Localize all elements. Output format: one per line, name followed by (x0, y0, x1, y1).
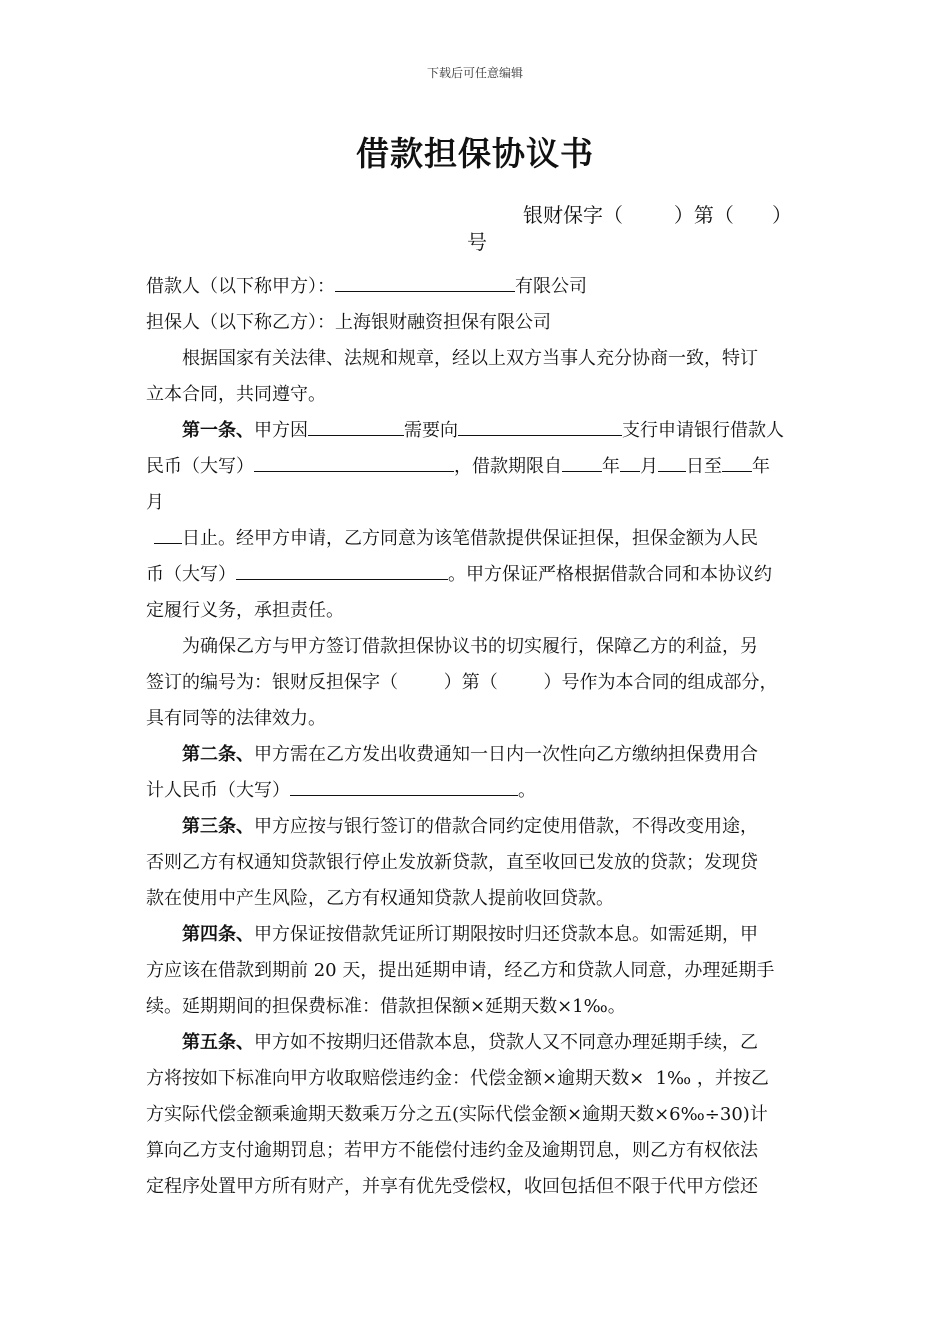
article-5-line-5: 定程序处置甲方所有财产，并享有优先受偿权，收回包括但不限于代甲方偿还 (146, 1176, 758, 1197)
party-a-suffix: 有限公司 (515, 276, 587, 297)
article-1-line-5 (146, 560, 808, 596)
text: ，借款期限自 (454, 456, 562, 477)
document-title: 借款担保协议书 (356, 134, 594, 173)
intro-line-2: 立本合同，共同遵守。 (146, 384, 326, 405)
article-5-line-1 (146, 1028, 808, 1064)
text: 甲方如不按期归还借款本息，贷款人又不同意办理延期手续，乙 (254, 1032, 758, 1053)
document-body (146, 272, 808, 1208)
text: 计人民币（大写） (146, 780, 290, 801)
text: 日至 (686, 456, 722, 477)
article-4-line-2: 方应该在借款到期前 20 天，提出延期申请，经乙方和贷款人同意，办理延期手 (146, 960, 775, 981)
text: 日止。经甲方申请，乙方同意为该笔借款提供保证担保，担保金额为人民 (182, 528, 758, 549)
party-a-blank (335, 291, 515, 292)
party-b-value: 上海银财融资担保有限公司 (335, 312, 551, 333)
blank-start-year (562, 471, 602, 472)
party-a-label: 借款人（以下称甲方）： (146, 276, 335, 297)
counter-guarantee-line-1: 为确保乙方与甲方签订借款担保协议书的切实履行，保障乙方的利益，另 (182, 636, 758, 657)
article-2-line-1 (146, 740, 808, 776)
article-5-line-2: 方将按如下标准向甲方收取赔偿违约金：代偿金额×逾期天数× 1‰ ，并按乙 (146, 1068, 769, 1089)
text: 币（大写） (146, 564, 236, 585)
article-3-line-1 (146, 812, 808, 848)
document-number-suffix: 号 (467, 230, 487, 254)
article-1-line-3: 月 (146, 492, 164, 513)
article-4-heading: 第四条、 (182, 924, 254, 945)
document-number: 银财保字（ ）第（ ） (523, 203, 793, 227)
article-1-line-2 (146, 452, 808, 488)
text: 年 (752, 456, 770, 477)
article-1-line-4 (146, 524, 808, 560)
intro-line-1: 根据国家有关法律、法规和规章，经以上双方当事人充分协商一致，特订 (182, 348, 758, 369)
article-4-line-1 (146, 920, 808, 956)
article-3-heading: 第三条、 (182, 816, 254, 837)
text: 甲方需在乙方发出收费通知一日内一次性向乙方缴纳担保费用合 (254, 744, 758, 765)
party-b-label: 担保人（以下称乙方）： (146, 312, 335, 333)
text: 民币（大写） (146, 456, 254, 477)
article-2-heading: 第二条、 (182, 744, 254, 765)
article-5-line-3: 方实际代偿金额乘逾期天数乘万分之五(实际代偿金额×逾期天数×6‰÷30)计 (146, 1104, 768, 1125)
text: 甲方应按与银行签订的借款合同约定使用借款，不得改变用途， (254, 816, 758, 837)
counter-guarantee-line-2: 签订的编号为：银财反担保字（ ）第（ ）号作为本合同的组成部分， (146, 672, 778, 693)
blank-end-year (722, 471, 752, 472)
blank-start-day (658, 471, 686, 472)
blank-guarantee-amount (236, 579, 448, 580)
blank-start-month (620, 471, 640, 472)
blank-end-day (154, 543, 182, 544)
article-5-line-4: 算向乙方支付逾期罚息；若甲方不能偿付违约金及逾期罚息，则乙方有权依法 (146, 1140, 758, 1161)
text: 需要向 (404, 420, 458, 441)
article-1-line-6: 定履行义务，承担责任。 (146, 600, 344, 621)
header-note: 下载后可任意编辑 (426, 66, 523, 80)
article-3-line-2: 否则乙方有权通知贷款银行停止发放新贷款，直至收回已发放的贷款；发现贷 (146, 852, 758, 873)
blank-bank (458, 435, 622, 436)
counter-guarantee-line-3: 具有同等的法律效力。 (146, 708, 326, 729)
blank-fee-amount (290, 795, 518, 796)
article-5-heading: 第五条、 (182, 1032, 254, 1053)
blank-purpose (308, 435, 404, 436)
text: 。甲方保证严格根据借款合同和本协议约 (448, 564, 772, 585)
article-1-heading: 第一条、 (182, 420, 254, 441)
text: 年 (602, 456, 620, 477)
party-b-line (146, 308, 808, 344)
party-a-line (146, 272, 808, 308)
text: 。 (518, 780, 536, 801)
text: 支行申请银行借款人 (622, 420, 784, 441)
blank-loan-amount (254, 471, 454, 472)
article-3-line-3: 款在使用中产生风险，乙方有权通知贷款人提前收回贷款。 (146, 888, 614, 909)
text: 甲方保证按借款凭证所订期限按时归还贷款本息。如需延期，甲 (254, 924, 758, 945)
article-2-line-2 (146, 776, 808, 812)
text: 月 (640, 456, 658, 477)
article-1-line-1 (146, 416, 808, 452)
text: 甲方因 (254, 420, 308, 441)
article-4-line-3: 续。延期期间的担保费标准：借款担保额×延期天数×1‰。 (146, 996, 626, 1017)
